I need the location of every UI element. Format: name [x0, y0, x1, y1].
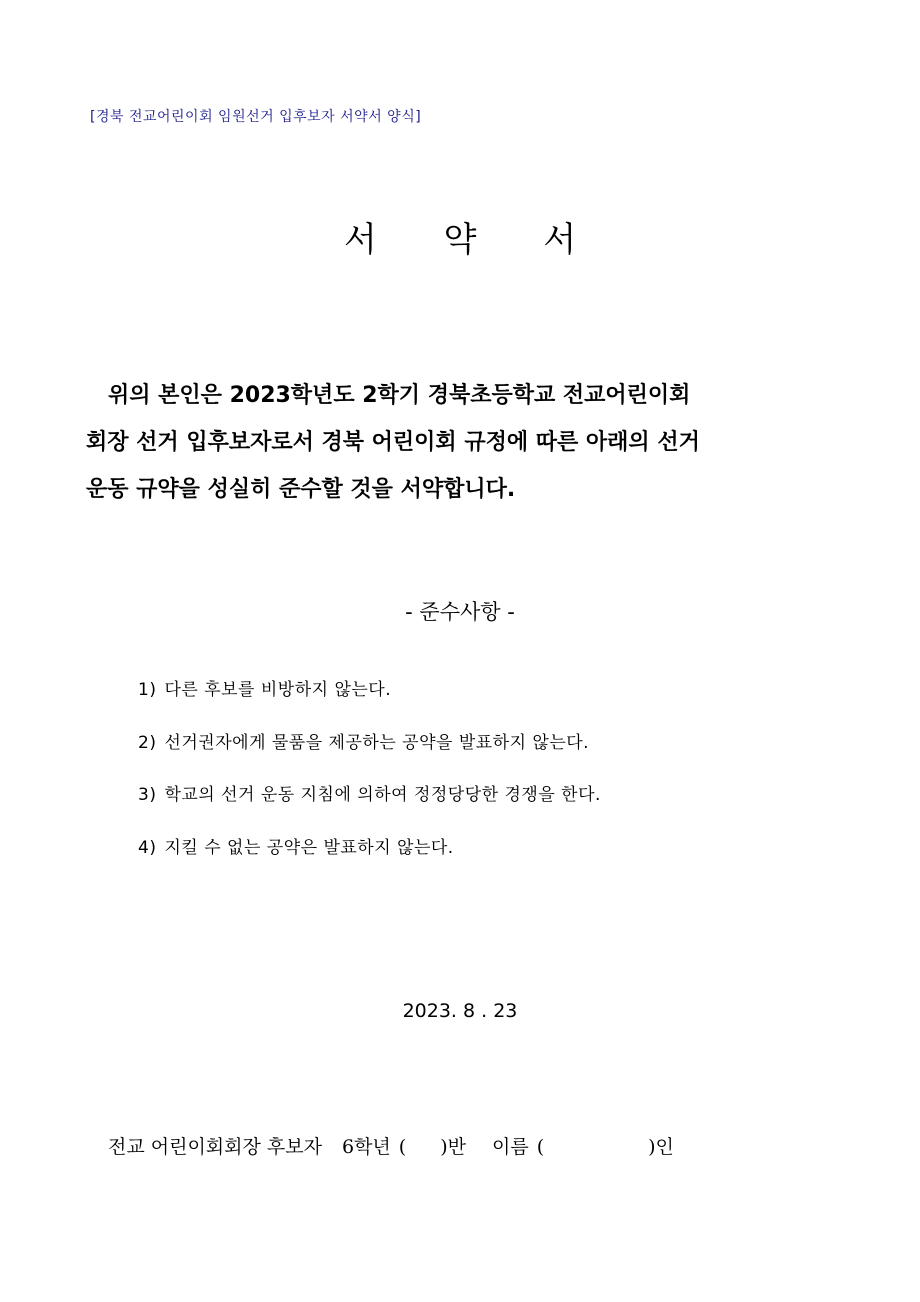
rules-heading: - 준수사항 -	[405, 600, 515, 624]
rule-number: 4)	[138, 837, 157, 858]
pledge-line: 회장 선거 입후보자로서 경북 어린이회 규정에 따른 아래의 선거	[86, 430, 700, 455]
name-label: 이름	[491, 1136, 529, 1158]
rule-text: 다른 후보를 비방하지 않는다.	[164, 680, 392, 700]
signature-grade: 6학년	[341, 1136, 391, 1158]
signature-line	[108, 1132, 818, 1159]
class-paren-open: (	[398, 1136, 407, 1158]
rules-list	[138, 676, 601, 886]
rule-item	[138, 781, 601, 834]
rule-item	[138, 834, 601, 887]
signature-role: 전교 어린이회회장 후보자	[108, 1136, 322, 1158]
seal-label: )인	[648, 1136, 674, 1158]
rule-item	[138, 729, 601, 782]
rule-text: 지킬 수 없는 공약은 발표하지 않는다.	[164, 837, 454, 858]
pledge-line: 위의 본인은 2023학년도 2학기 경북초등학교 전교어린이회	[108, 383, 691, 408]
rule-number: 1)	[138, 680, 157, 700]
pledge-line: 운동 규약을 성실히 준수할 것을 서약합니다.	[86, 477, 516, 502]
rule-number: 2)	[138, 732, 157, 753]
document-date: 2023. 8 . 23	[402, 1000, 518, 1022]
name-paren-open: (	[536, 1136, 545, 1158]
class-label: )반	[440, 1136, 466, 1158]
document-title: 서 약 서	[343, 220, 605, 260]
rule-text: 선거권자에게 물품을 제공하는 공약을 발표하지 않는다.	[164, 732, 590, 753]
rule-number: 3)	[138, 785, 157, 805]
rule-item	[138, 676, 601, 729]
form-label: [경북 전교어린이회 임원선거 입후보자 서약서 양식]	[90, 109, 422, 125]
pledge-paragraph	[86, 372, 826, 513]
rule-text: 학교의 선거 운동 지침에 의하여 정정당당한 경쟁을 한다.	[164, 785, 601, 805]
